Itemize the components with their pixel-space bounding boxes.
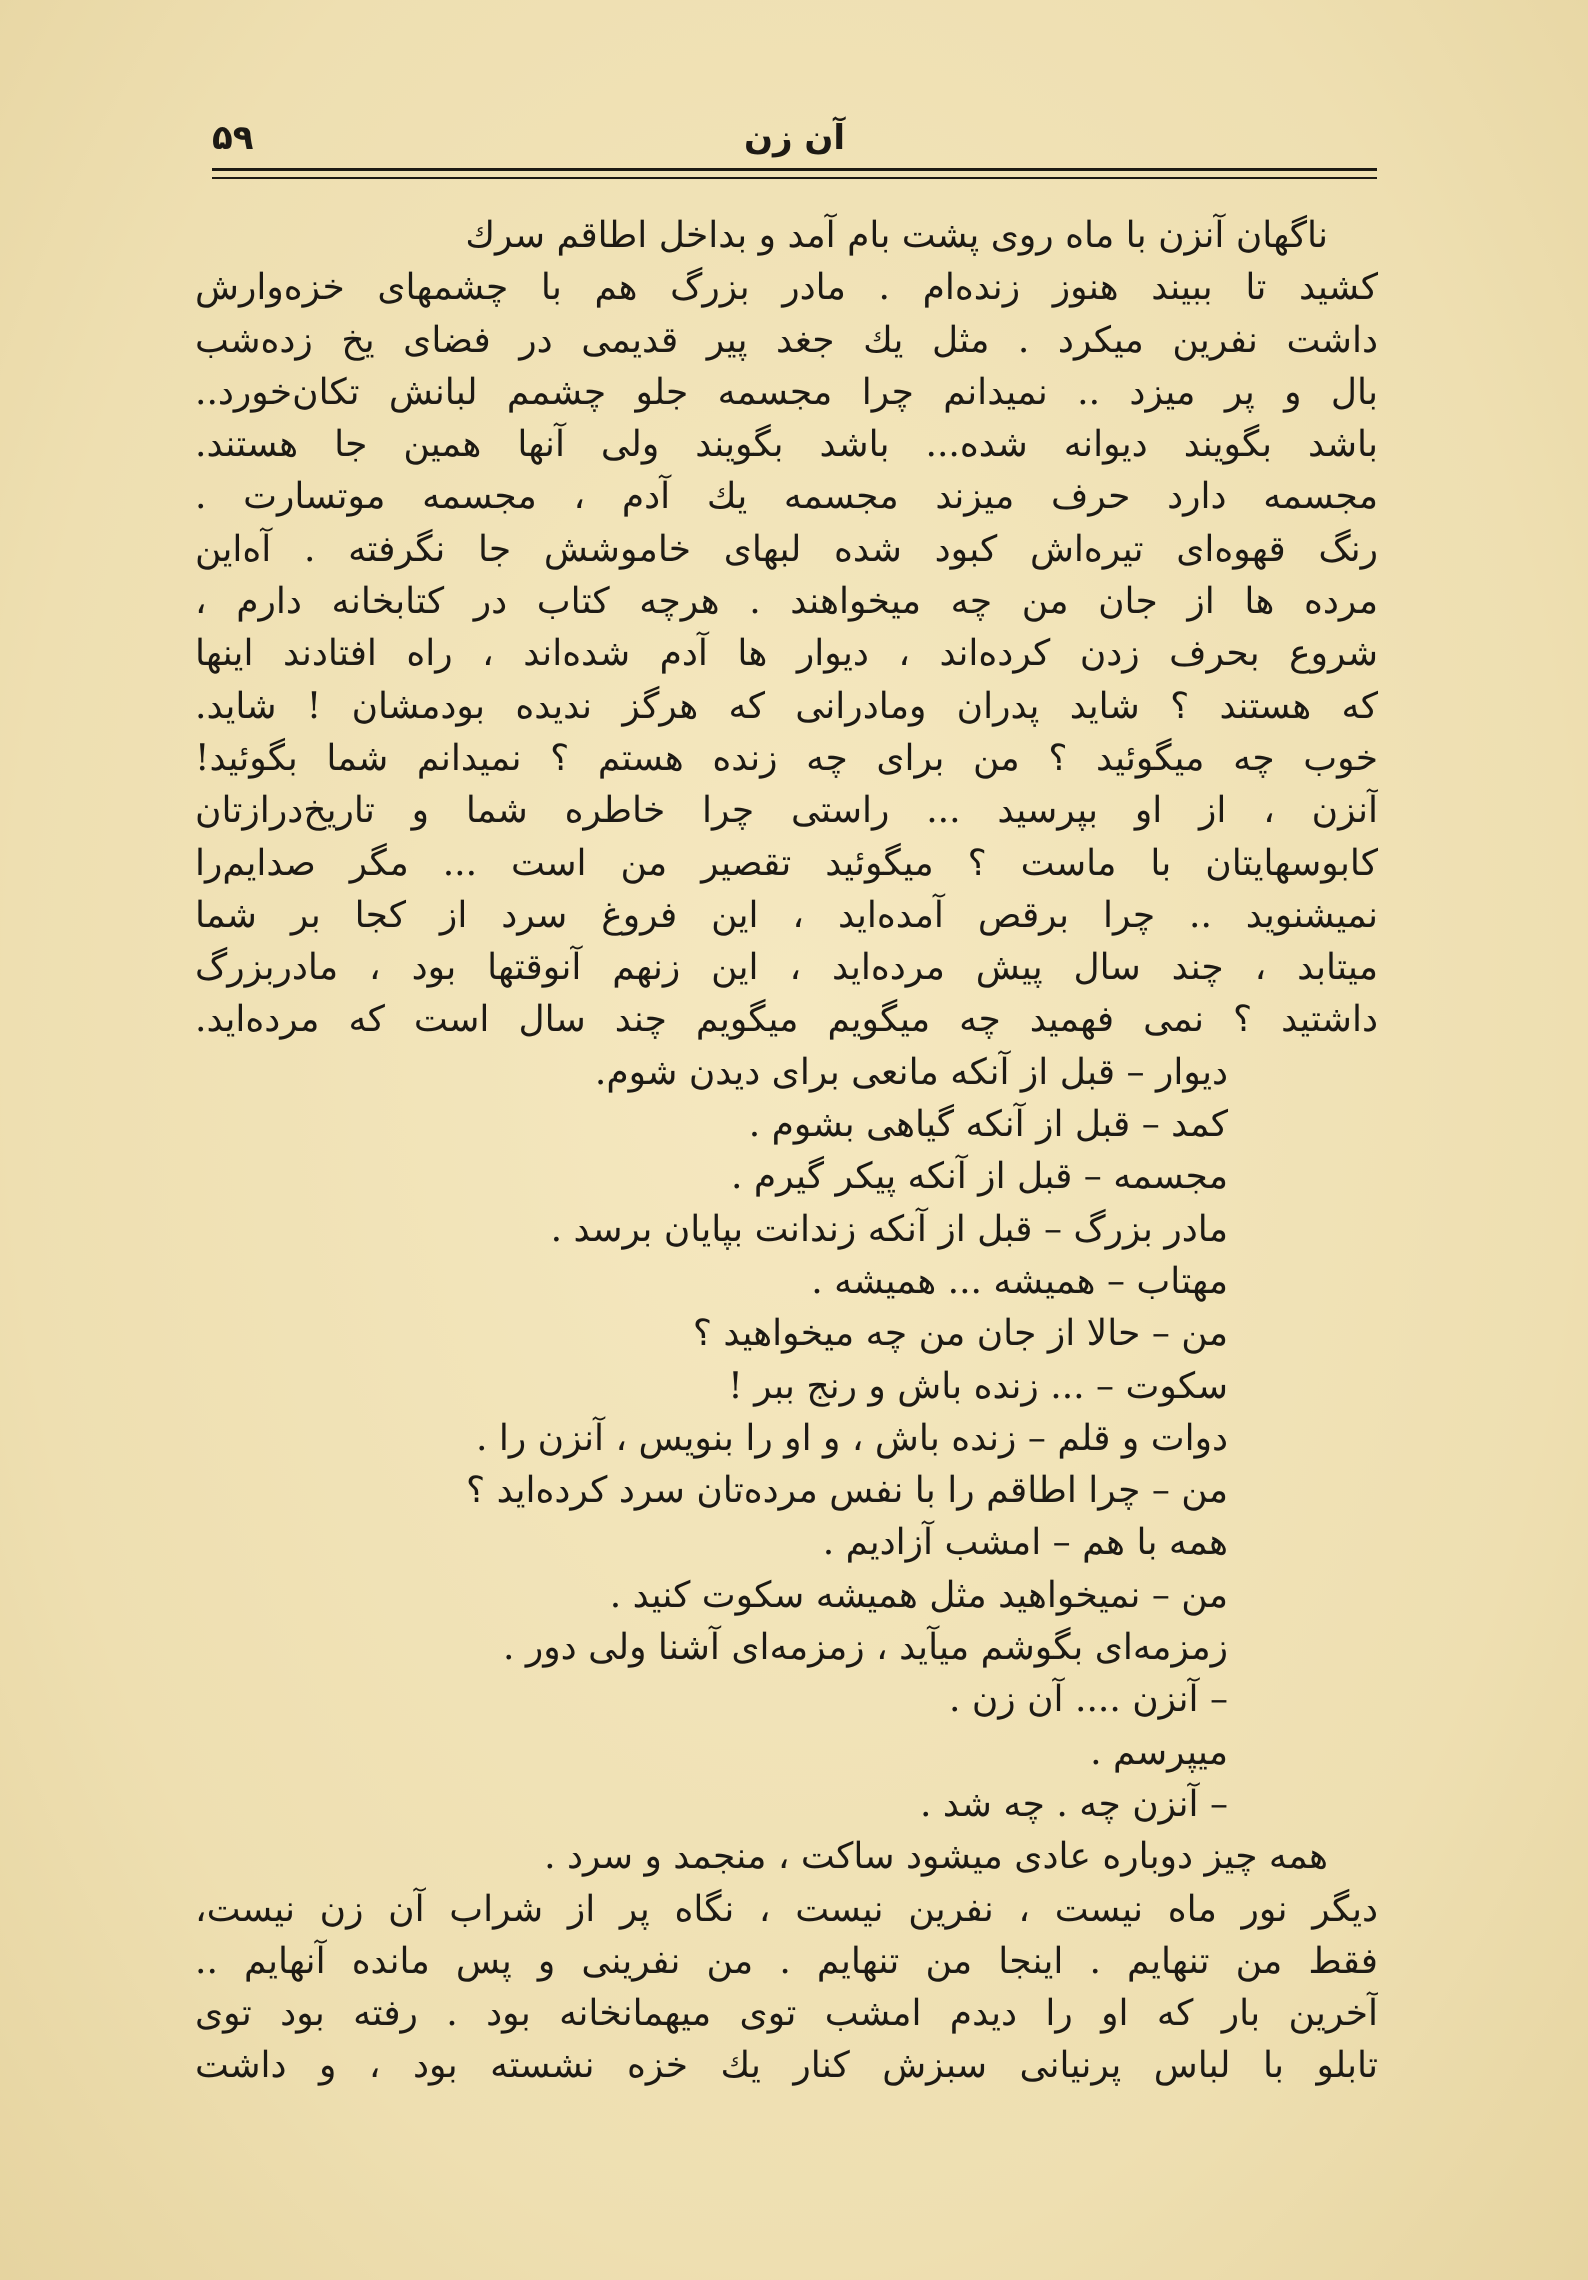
dialogue-line: دوات و قلم – زنده باش ، و او را بنویس ، آنزن را .: [475, 1417, 1228, 1459]
dialogue-line: کمد – قبل از آنکه گیاهی بشوم .: [748, 1104, 1228, 1146]
text-line: همه چیز دوباره عادی میشود ساکت ، منجمد و سرد .: [544, 1836, 1328, 1878]
dialogue-line: همه با هم – امشب آزادیم .: [822, 1522, 1228, 1564]
page-number: ۵۹: [212, 118, 254, 158]
dialogue-line: من – نمیخواهید مثل همیشه سکوت کنید .: [609, 1574, 1228, 1616]
text-line: داشتید ؟ نمی فهمید چه میگویم میگویم چند سال است که مرده‌اید.: [195, 999, 1378, 1041]
text-line: بال و پر میزد .. نمیدانم چرا مجسمه جلو چشمم لبانش تکان‌خورد..: [195, 371, 1378, 413]
text-line: نمیشنوید .. چرا برقص آمده‌اید ، این فروغ سرد از کجا بر شما: [195, 894, 1378, 936]
dialogue-line: من – چرا اطاقم را با نفس مرده‌تان سرد کرده‌اید ؟: [466, 1470, 1228, 1512]
dialogue-line: میپرسم .: [1090, 1731, 1228, 1773]
dialogue-line: مهتاب – همیشه ... همیشه .: [811, 1260, 1228, 1302]
text-line: کشید تا ببیند هنوز زنده‌ام . مادر بزرگ هم با چشمهای خزه‌وارش: [195, 267, 1378, 309]
dialogue-line: سکوت – ... زنده باش و رنج ببر !: [728, 1365, 1228, 1407]
text-line: ناگهان آنزن با ماه روی پشت بام آمد و بداخل اطاقم سرك: [465, 215, 1328, 256]
text-line: داشت نفرین میکرد . مثل یك جغد پیر قدیمی در فضای یخ زده‌شب: [195, 319, 1378, 361]
text-line: رنگ قهوه‌ای تیره‌اش کبود شده لبهای خاموشش جا نگرفته . آه‌این: [195, 528, 1378, 570]
text-line: مجسمه دارد حرف میزند مجسمه یك آدم ، مجسمه موتسارت .: [195, 476, 1378, 518]
text-line: تابلو با لباس پرنیانی سبزش کنار یك خزه نشسته بود ، و داشت: [195, 2045, 1378, 2087]
text-line: مرده ها از جان من چه میخواهند . هرچه کتاب در کتابخانه دارم ،: [195, 581, 1378, 623]
dialogue-line: مادر بزرگ – قبل از آنکه زندانت بپایان برسد .: [550, 1208, 1228, 1250]
text-line: فقط من تنهایم . اینجا من تنهایم . من نفرینی و پس مانده آنهایم ..: [195, 1940, 1378, 1982]
text-line: آنزن ، از او بپرسید ... راستی چرا خاطره شما و تاریخ‌درازتان: [195, 790, 1378, 832]
text-line: که هستند ؟ شاید پدران ومادرانی که هرگز ندیده بودمشان ! شاید.: [195, 685, 1378, 727]
text-line: خوب چه میگوئید ؟ من برای چه زنده هستم ؟ نمیدانم شما بگوئید!: [195, 737, 1378, 779]
text-line: شروع بحرف زدن کرده‌اند ، دیوار ها آدم شده‌اند ، راه افتادند اینها: [195, 633, 1378, 675]
dialogue-line: دیوار – قبل از آنکه مانعی برای دیدن شوم.: [594, 1051, 1228, 1093]
dialogue-line: زمزمه‌ای بگوشم میآید ، زمزمه‌ای آشنا ولی دور .: [502, 1627, 1228, 1669]
page-header: [212, 112, 1377, 172]
header-rule-thin: [212, 177, 1377, 179]
dialogue-line: من – حالا از جان من چه میخواهید ؟: [692, 1313, 1228, 1355]
running-title: آن زن: [743, 118, 846, 158]
text-line: آخرین بار که او را دیدم امشب توی میهمانخانه بود . رفته بود توی: [195, 1993, 1378, 2035]
dialogue-line: – آنزن .... آن زن .: [948, 1679, 1228, 1721]
text-line: میتابد ، چند سال پیش مرده‌اید ، این زنهم آنوقتها بود ، مادربزرگ: [195, 947, 1378, 989]
dialogue-line: مجسمه – قبل از آنکه پیکر گیرم .: [730, 1156, 1228, 1198]
text-line: دیگر نور ماه نیست ، نفرین نیست ، نگاه پر از شراب آن زن نیست،: [195, 1888, 1378, 1930]
header-rule-thick: [212, 168, 1377, 171]
text-line: باشد بگویند دیوانه شده... باشد بگویند ولی آنها همین جا هستند.: [195, 424, 1378, 466]
text-line: کابوسهایتان با ماست ؟ میگوئید تقصیر من است ... مگر صدایم‌را: [195, 842, 1378, 884]
body-text: [195, 210, 1378, 2093]
dialogue-line: – آنزن چه . چه شد .: [919, 1783, 1228, 1825]
